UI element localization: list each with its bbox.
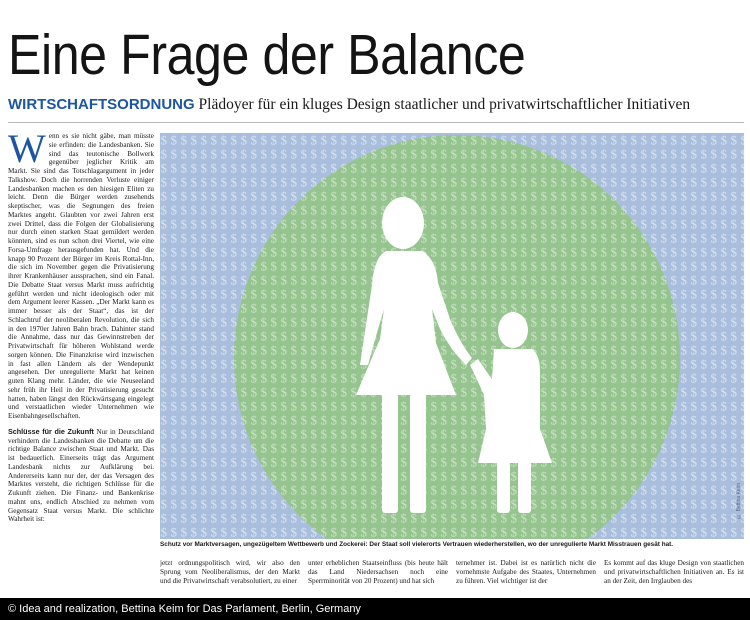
column-2: unter erheblichen Staatseinfluss (bis heute hält das Land Niedersachsen noch eine Sperrminorität von 20 Prozent) und hat sich [308, 559, 448, 585]
drop-cap: W [8, 132, 46, 171]
paragraph-1-text: enn es sie nicht gäbe, man müsste sie erfinden: die Landesbanken. Sie sind das teutonische Bollwerk gegenüber jeglicher Kritik am Markt. Sie sind das Totschlagargument in jeder Talkshow. Doch die horrenden Verluste einiger Landesbanken machen es den hiesigen Eliten zu leicht. Denn die Bürger werden zusehends skeptischer, was die Segnungen des freien Marktes angeht. Glaubten vor zwei Jahren erst zwei Drittel, dass die Folgen der Globalisierung nur durch einen starken Staat gemildert werden könnten, sind es nun schon drei Viertel, wie eine Forsa-Umfrage herausgefunden hat. Und die knapp 90 Prozent der Bürger im Kreis Rottal-Inn, die sich im November gegen die Privatisierung ihrer Krankenhäuser aussprachen, sind ein Fanal. Die Debatte Staat versus Markt muss aufrichtig geführt werden und nicht ideologisch oder mit dem Argument leerer Kassen. „Der Markt kann es immer besser als der Staat“, das ist der Schlachtruf der neoliberalen Revolution, die sich in den 1970er Jahren Bahn brach. Dahinter stand die Annahme, dass nur das Gewinnstreben der Privatwirtschaft für höheren Wohlstand werde sorgen können. Die Finanzkrise wird inzwischen in fast allen Ländern als der Wendepunkt angesehen. Der unregulierte Markt hat keinen guten Klang mehr. Länder, die wie Neuseeland sehr früh ihr Heil in der Privatisierung gesucht hatten, haben längst den Rückwärtsgang eingelegt und verstaatlichen wieder Unternehmen wie Eisenbahngesellschaften. [8, 132, 154, 420]
article-bottom-columns [160, 559, 744, 597]
illustration [160, 133, 744, 539]
image-caption: Schutz vor Marktversagen, ungezügeltem Wettbewerb und Zockerei: Der Staat soll vielerorts Vertrauen wiederherstellen, wo der unregulierte Markt Misstrauen gesät hat. [160, 541, 674, 548]
subtitle: Plädoyer für ein kluges Design staatlicher und privatwirtschaftlicher Initiativen [198, 96, 691, 113]
headline: Eine Frage der Balance [8, 23, 526, 87]
paragraph-1 [8, 132, 154, 421]
paragraph-2-text: Nur in Deutschland verhindern die Landesbanken die Debatte um die richtige Balance zwischen Staat und Markt. Das ist bedauerlich. Einerseits trägt das Argument Landesbank nichts zur Aufklärung bei. Andererseits kann nur der, der das Versagen des Marktes versteht, die richtigen Schlüsse für die Zukunft ziehen. Die Finanz- und Bankenkrise mahnt uns, endlich Abschied zu nehmen vom Gegensatz Staat versus Markt. Die schlichte Wahrheit ist: [8, 427, 154, 524]
copyright-bar: © Idea and realization, Bettina Keim for Das Parlament, Berlin, Germany [0, 598, 750, 620]
column-4: Es kommt auf das kluge Design von staatlichen und privatwirtschaftlichen Initiativen an. Es ist an der Zeit, den Irrglauben des [604, 559, 744, 585]
column-1: jetzt ordnungspolitisch wird, wir also den Sprung vom Neoliberalismus, der den Markt und die Privatwirtschaft verabsolutiert, zu einer [160, 559, 300, 585]
subheading: Schlüsse für die Zukunft [8, 426, 94, 436]
image-credit: © Bettina Keim [736, 483, 742, 519]
divider [8, 122, 744, 123]
article-left-column [8, 132, 154, 598]
column-3: ternehmer ist. Dabei ist es natürlich nicht die vornehmste Aufgabe des Staates, Unternehmen zu führen. Viel wichtiger ist der [456, 559, 596, 585]
kicker-line [8, 96, 748, 114]
paragraph-2 [8, 428, 154, 524]
pedestrian-sign-icon [160, 133, 744, 539]
section-kicker: WIRTSCHAFTSORDNUNG [8, 96, 195, 113]
